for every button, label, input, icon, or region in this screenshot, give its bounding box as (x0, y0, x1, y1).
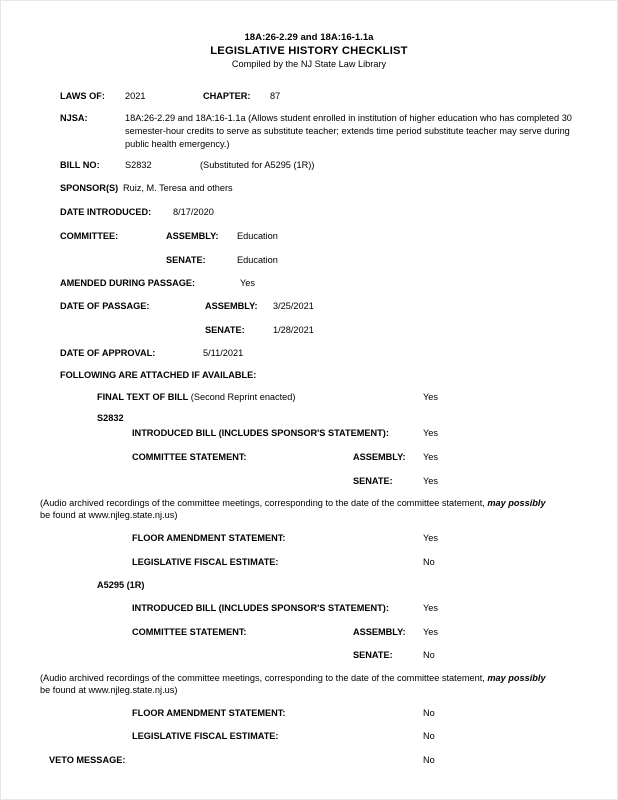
bill-no-value: S2832 (125, 160, 152, 170)
a5295-heading: A5295 (1R) (97, 580, 145, 590)
bill-no-note: (Substituted for A5295 (1R)) (200, 160, 315, 170)
final-text-note: (Second Reprint enacted) (190, 392, 296, 402)
njsa-label: NJSA: (60, 113, 88, 123)
s2832-fiscal-estimate-label: LEGISLATIVE FISCAL ESTIMATE: (132, 557, 279, 567)
audio-note (40, 497, 600, 521)
a5295-cs-assembly-value: Yes (423, 627, 438, 637)
page-title: LEGISLATIVE HISTORY CHECKLIST (210, 45, 408, 57)
laws-of-label: LAWS OF: (60, 91, 105, 101)
date-of-approval-value: 5/11/2021 (203, 348, 244, 358)
final-text-label: FINAL TEXT OF BILL (97, 392, 189, 402)
a5295-introduced-value: Yes (423, 603, 438, 613)
following-attached-heading: FOLLOWING ARE ATTACHED IF AVAILABLE: (60, 370, 257, 380)
laws-of-value: 2021 (125, 91, 146, 101)
njsa-value: 18A:26-2.29 and 18A:16-1.1a (Allows student enrolled in institution of higher education who has completed 30 semester-hour credits to serve as substitute teacher; extends time period substitute teacher may serve during public health emergency.) (125, 113, 572, 149)
a5295-cs-senate-value: No (423, 650, 435, 660)
passage-assembly-label: ASSEMBLY: (205, 301, 258, 311)
committee-assembly-label: ASSEMBLY: (166, 231, 219, 241)
committee-assembly-value: Education (237, 231, 278, 241)
date-of-approval-label: DATE OF APPROVAL: (60, 348, 156, 358)
audio-note-text: (Audio archived recordings of the committee meetings, corresponding to the date of the committee statement, (40, 673, 488, 683)
committee-label: COMMITTEE: (60, 231, 119, 241)
chapter-label: CHAPTER: (203, 91, 251, 101)
s2832-floor-amendment-value: Yes (423, 533, 438, 543)
passage-senate-label: SENATE: (205, 325, 245, 335)
a5295-introduced-label: INTRODUCED BILL (INCLUDES SPONSOR'S STATEMENT): (132, 603, 389, 613)
passage-assembly-value: 3/25/2021 (273, 301, 314, 311)
s2832-floor-amendment-label: FLOOR AMENDMENT STATEMENT: (132, 533, 286, 543)
s2832-cs-assembly-value: Yes (423, 452, 438, 462)
a5295-committee-statement-label: COMMITTEE STATEMENT: (132, 627, 247, 637)
audio-note-text2: be found at www.njleg.state.nj.us) (40, 510, 178, 520)
audio-note-text2: be found at www.njleg.state.nj.us) (40, 685, 178, 695)
chapter-value: 87 (270, 91, 281, 101)
a5295-floor-amendment-label: FLOOR AMENDMENT STATEMENT: (132, 708, 286, 718)
date-introduced-label: DATE INTRODUCED: (60, 207, 152, 217)
veto-message-label: VETO MESSAGE: (49, 755, 126, 765)
sponsors-label: SPONSOR(S) (60, 183, 119, 193)
a5295-fiscal-estimate-label: LEGISLATIVE FISCAL ESTIMATE: (132, 731, 279, 741)
audio-note-emphasis: may possibly (487, 673, 546, 683)
date-introduced-value: 8/17/2020 (173, 207, 214, 217)
passage-senate-value: 1/28/2021 (273, 325, 314, 335)
date-of-passage-label: DATE OF PASSAGE: (60, 301, 150, 311)
a5295-fiscal-estimate-value: No (423, 731, 435, 741)
sponsors-value: Ruiz, M. Teresa and others (123, 183, 233, 193)
final-text-row (97, 392, 295, 403)
a5295-floor-amendment-value: No (423, 708, 435, 718)
audio-note (40, 672, 600, 696)
document-header (0, 31, 618, 70)
statute-line: 18A:26-2.29 and 18A:16-1.1a (244, 32, 374, 43)
bill-no-label: BILL NO: (60, 160, 100, 170)
a5295-cs-senate-label: SENATE: (353, 650, 393, 660)
a5295-cs-assembly-label: ASSEMBLY: (353, 627, 406, 637)
s2832-cs-assembly-label: ASSEMBLY: (353, 452, 406, 462)
final-text-value: Yes (423, 392, 438, 402)
amended-value: Yes (240, 278, 255, 288)
s2832-introduced-label: INTRODUCED BILL (INCLUDES SPONSOR'S STATEMENT): (132, 428, 389, 438)
veto-message-value: No (423, 755, 435, 765)
s2832-cs-senate-value: Yes (423, 476, 438, 486)
audio-note-emphasis: may possibly (487, 498, 546, 508)
audio-note-text: (Audio archived recordings of the committee meetings, corresponding to the date of the committee statement, (40, 498, 488, 508)
s2832-fiscal-estimate-value: No (423, 557, 435, 567)
committee-senate-value: Education (237, 255, 278, 265)
page-subtitle: Compiled by the NJ State Law Library (231, 59, 387, 69)
committee-senate-label: SENATE: (166, 255, 206, 265)
s2832-committee-statement-label: COMMITTEE STATEMENT: (132, 452, 247, 462)
amended-label: AMENDED DURING PASSAGE: (60, 278, 196, 288)
s2832-introduced-value: Yes (423, 428, 438, 438)
s2832-cs-senate-label: SENATE: (353, 476, 393, 486)
s2832-heading: S2832 (97, 413, 124, 423)
